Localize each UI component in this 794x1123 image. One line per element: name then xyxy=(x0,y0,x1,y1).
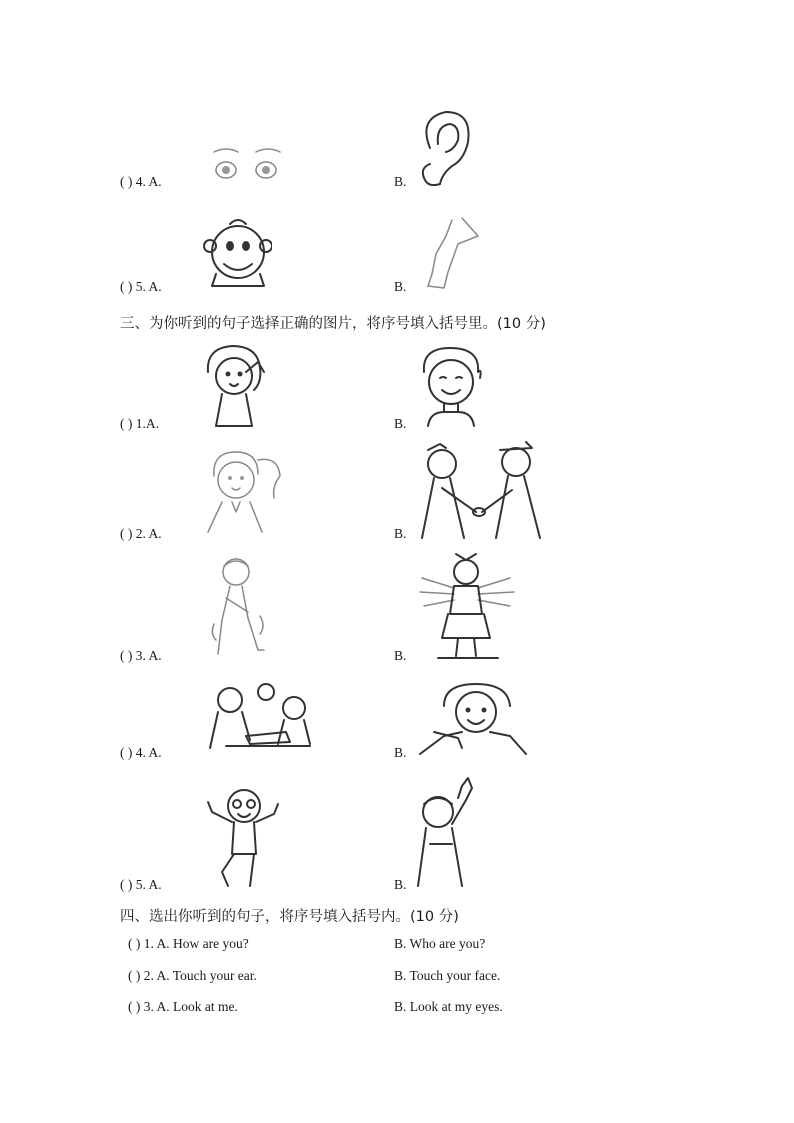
section-title: 四、选出你听到的句子，将序号填入括号内。(10 分) xyxy=(120,909,459,925)
girl-touching-eye-icon xyxy=(202,342,268,428)
answer-bracket[interactable]: ( ) xyxy=(120,279,133,294)
backpack-icon xyxy=(202,216,272,288)
answer-bracket[interactable]: ( ) xyxy=(120,526,133,541)
leg-icon xyxy=(418,214,482,294)
boy-waving-icon xyxy=(412,774,482,888)
option-a-label: A. xyxy=(148,174,162,189)
question-row xyxy=(128,968,257,984)
girl-clapping-icon xyxy=(202,446,286,534)
question-row xyxy=(128,999,238,1015)
ear-icon xyxy=(416,108,476,188)
question-number: 3. xyxy=(135,648,146,663)
section-title: 三、为你听到的句子选择正确的图片，将序号填入括号里。(10 分) xyxy=(120,316,546,332)
question-number: 5. xyxy=(135,279,146,294)
option-a-label: A. xyxy=(148,526,162,541)
option-a-label: A. xyxy=(148,279,162,294)
question-number: 1. xyxy=(143,936,154,951)
question-row xyxy=(120,648,162,664)
option-b-text: B. Who are you? xyxy=(394,936,486,951)
question-number: 5. xyxy=(135,877,146,892)
option-a-label: A. xyxy=(148,648,162,663)
option-b-label: B. xyxy=(394,416,407,431)
question-row xyxy=(120,526,162,542)
option-a-text: A. How are you? xyxy=(156,936,249,951)
question-row xyxy=(120,279,162,295)
children-studying-icon xyxy=(206,680,314,756)
question-row xyxy=(120,745,162,761)
option-b-label: B. xyxy=(394,648,407,663)
option-b-text: B. Look at my eyes. xyxy=(394,999,503,1014)
answer-bracket[interactable]: ( ) xyxy=(120,877,133,892)
men-shaking-hands-icon xyxy=(416,438,544,540)
boy-jumping-icon xyxy=(204,782,282,890)
answer-bracket[interactable]: ( ) xyxy=(120,648,133,663)
option-b-text: B. Touch your face. xyxy=(394,968,501,983)
option-b-label: B. xyxy=(394,745,407,760)
question-row xyxy=(128,936,249,952)
eyes-icon xyxy=(208,146,288,186)
answer-bracket[interactable]: ( ) xyxy=(128,968,141,983)
question-row xyxy=(120,174,162,190)
woman-pointing-self-icon xyxy=(414,682,532,758)
option-a-text: A. Touch your ear. xyxy=(156,968,257,983)
option-b-label: B. xyxy=(394,877,407,892)
option-b-label: B. xyxy=(394,526,407,541)
question-number: 4. xyxy=(135,745,146,760)
question-number: 4. xyxy=(135,174,146,189)
question-row xyxy=(120,416,159,432)
question-number: 2. xyxy=(143,968,154,983)
answer-bracket[interactable]: ( ) xyxy=(120,416,133,431)
option-a-text: A. Look at me. xyxy=(156,999,238,1014)
answer-bracket[interactable]: ( ) xyxy=(128,936,141,951)
answer-bracket[interactable]: ( ) xyxy=(128,999,141,1014)
answer-bracket[interactable]: ( ) xyxy=(120,174,133,189)
option-a-label: A. xyxy=(148,877,162,892)
question-number: 2. xyxy=(135,526,146,541)
option-a-label: A. xyxy=(148,745,162,760)
question-number: 3. xyxy=(143,999,154,1014)
question-row xyxy=(120,877,162,893)
option-b-label: B. xyxy=(394,174,407,189)
boy-touching-knee-icon xyxy=(208,554,268,658)
answer-bracket[interactable]: ( ) xyxy=(120,745,133,760)
option-b-label: B. xyxy=(394,279,407,294)
smiling-boy-icon xyxy=(416,344,486,428)
question-number: 1.A. xyxy=(135,416,159,431)
girl-many-arms-icon xyxy=(418,548,516,660)
